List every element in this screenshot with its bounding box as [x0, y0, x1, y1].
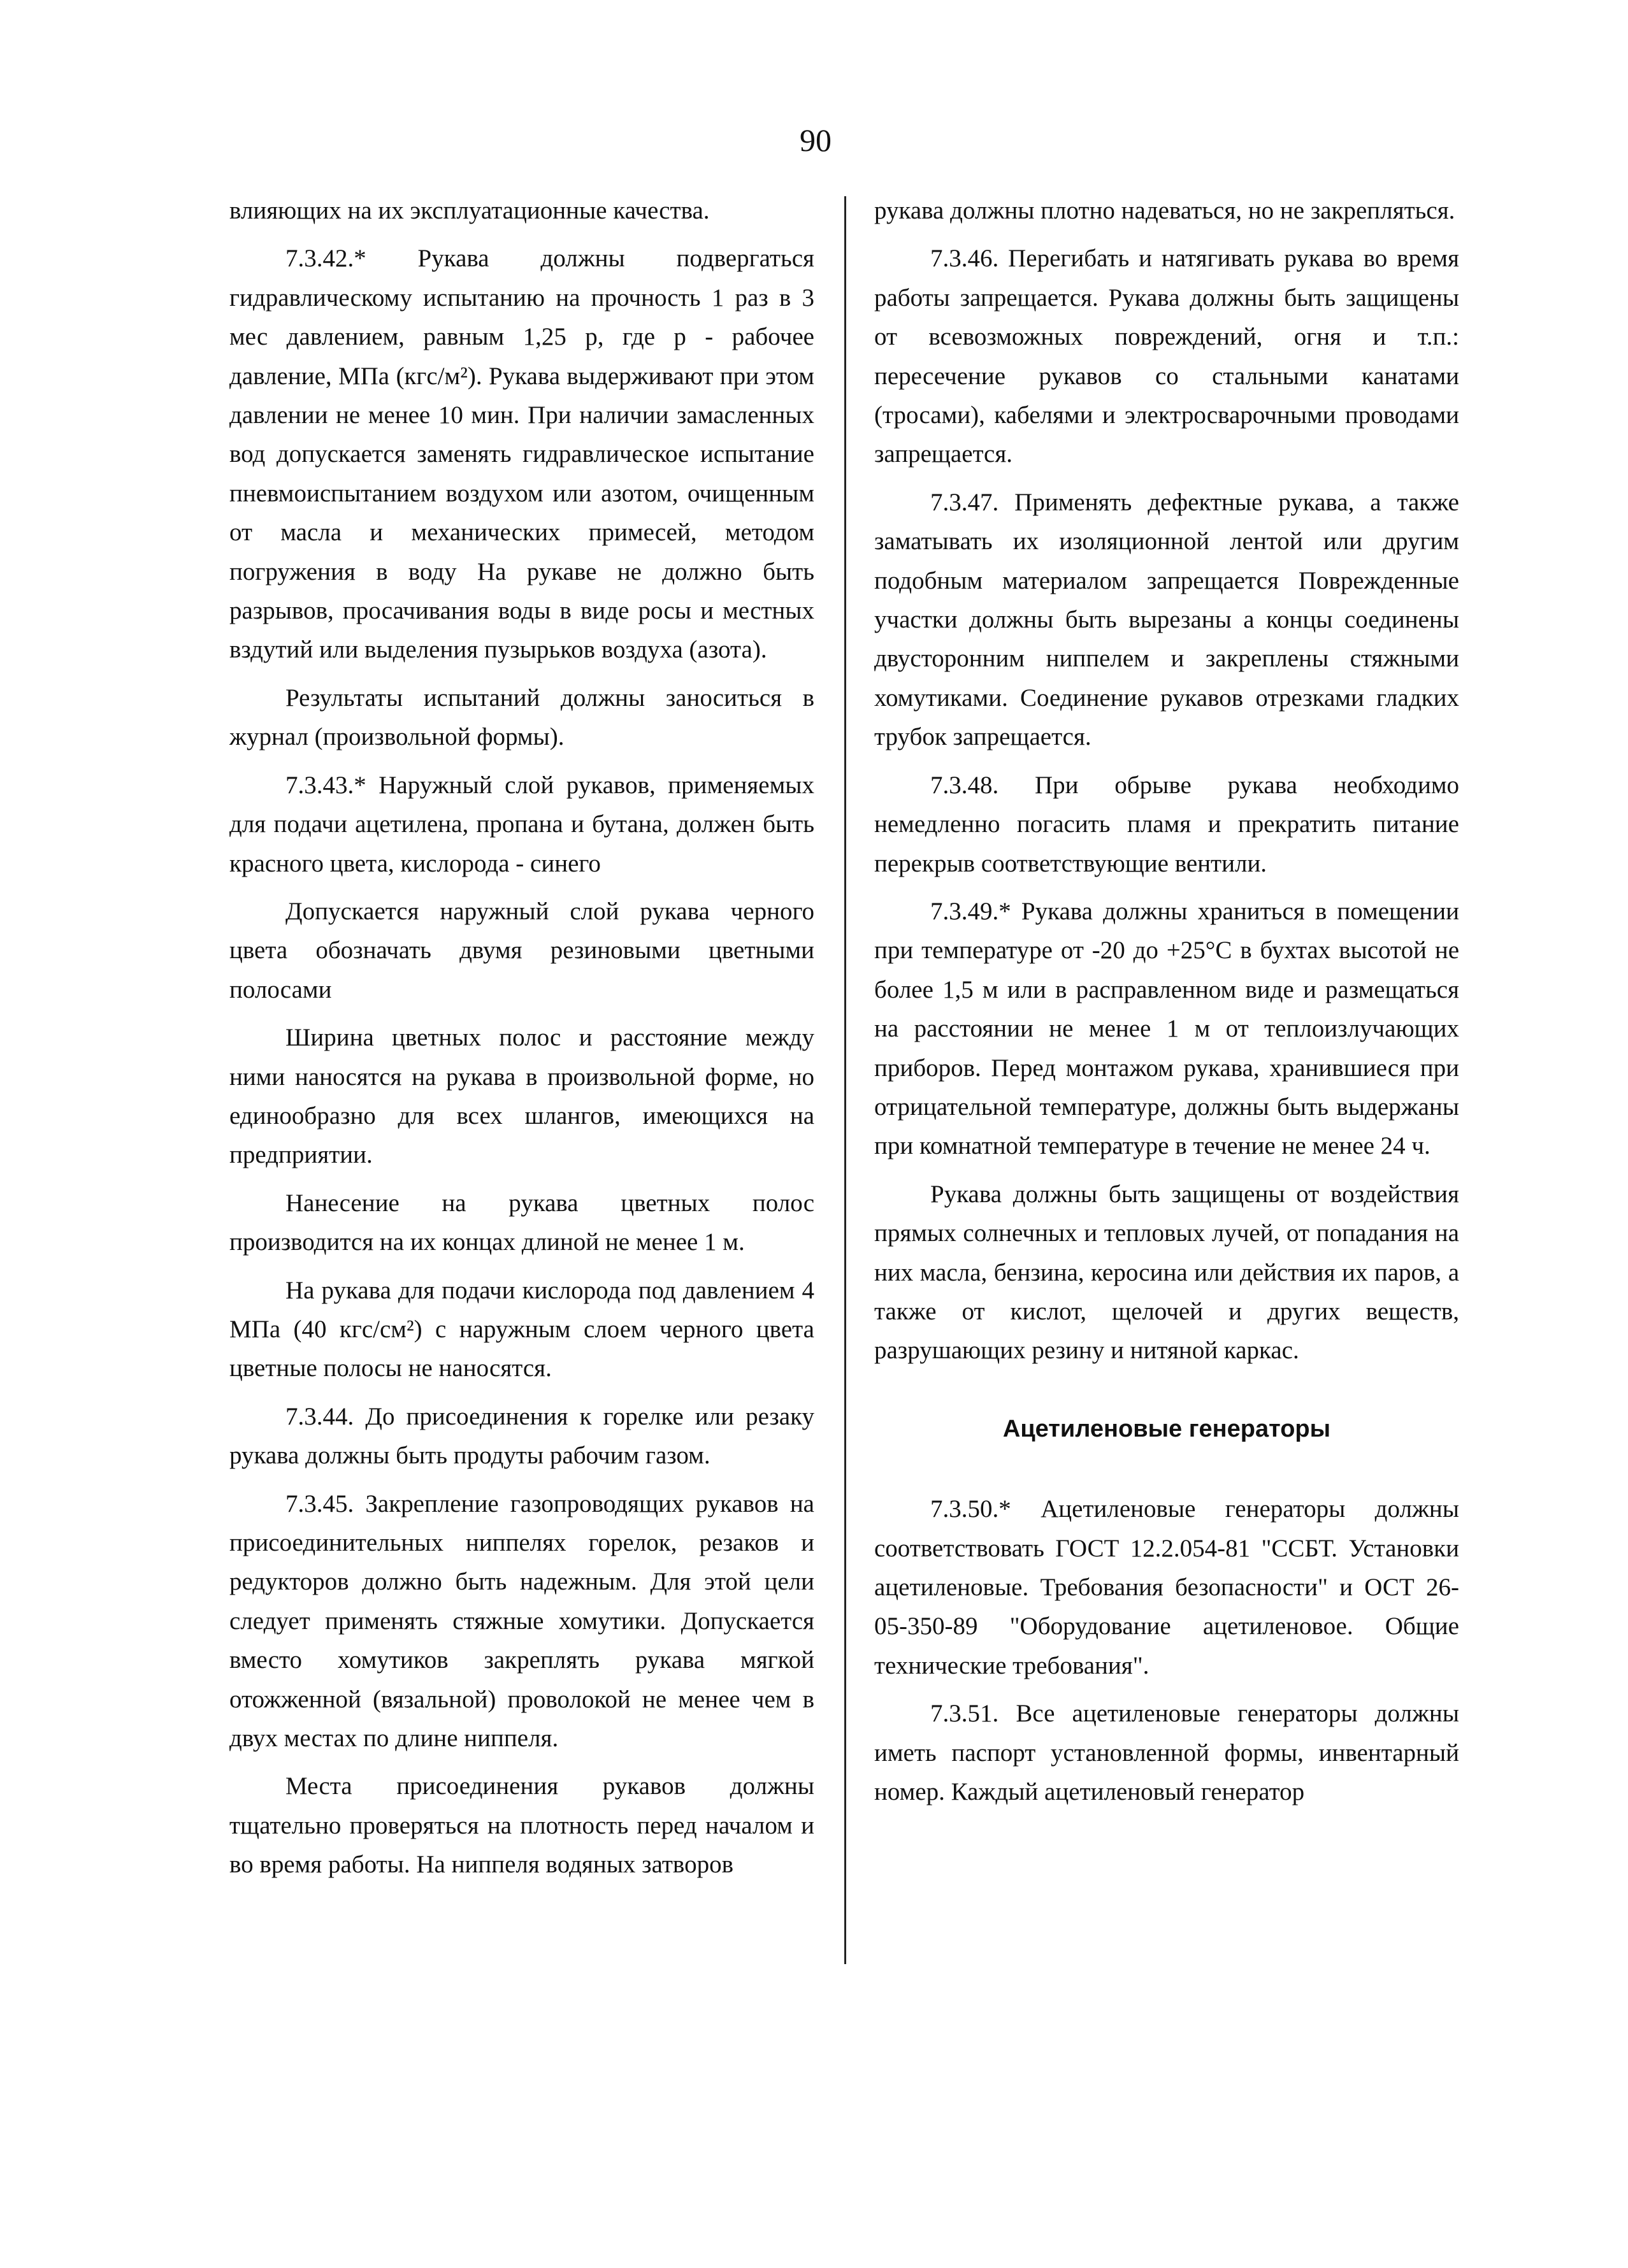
paragraph-7-3-48: 7.3.48. При обрыве рукава необходимо немедленно погасить пламя и прекратить питание перекрыв соответствующие вентили.	[874, 771, 1459, 877]
section-heading: Ацетиленовые генераторы	[1002, 1415, 1331, 1442]
column-divider	[844, 196, 846, 1964]
paragraph: Ширина цветных полос и расстояние между ними наносятся на рукава в произвольной форме, но единообразно для всех шлангов, имеющихся на предприятии.	[229, 1024, 814, 1169]
paragraph-7-3-46: 7.3.46. Перегибать и натягивать рукава во время работы запрещается. Рукава должны быть защищены от всевозможных повреждений, огня и т.п.: пересечение рукавов со стальными канатами (тросами), кабелями и электросварочными проводами запрещается.	[874, 245, 1459, 468]
paragraph: Рукава должны быть защищены от воздействия прямых солнечных и тепловых лучей, от попадания на них масла, бензина, керосина или действия их паров, а также от кислот, щелочей и других веществ, разрушающих резину и нитяной каркас.	[874, 1180, 1459, 1365]
paragraph-7-3-51: 7.3.51. Все ацетиленовые генераторы должны иметь паспорт установленной формы, инвентарный номер. Каждый ацетиленовый генератор	[874, 1700, 1459, 1806]
paragraph-7-3-44: 7.3.44. До присоединения к горелке или резаку рукава должны быть продуты рабочим газом.	[229, 1402, 814, 1470]
paragraph: Нанесение на рукава цветных полос производится на их концах длиной не менее 1 м.	[229, 1189, 814, 1256]
right-column	[874, 191, 1459, 1820]
paragraph: влияющих на их эксплуатационные качества.	[229, 197, 710, 224]
paragraph: Допускается наружный слой рукава черного цвета обозначать двумя резиновыми цветными полосами	[229, 897, 814, 1003]
paragraph-7-3-45: 7.3.45. Закрепление газопроводящих рукавов на присоединительных ниппелях горелок, резаков и редукторов должно быть надежным. Для этой цели следует применять стяжные хомутики. Допускается вместо хомутиков закреплять рукава мягкой отожженной (вязальной) проволокой не менее чем в двух местах по длине ниппеля.	[229, 1489, 814, 1753]
paragraph-7-3-42: 7.3.42.* Рукава должны подвергаться гидравлическому испытанию на прочность 1 раз в 3 мес давлением, равным 1,25 р, где р - рабочее давление, МПа (кгс/м²). Рукава выдерживают при этом давлении не менее 10 мин. При наличии замасленных вод допускается заменять гидравлическое испытание пневмоиспытанием воздухом или азотом, очищенным от масла и механических примесей, методом погружения в воду На рукаве не должно быть разрывов, просачивания воды в виде росы и местных вздутий или выделения пузырьков воздуха (азота).	[229, 245, 814, 664]
paragraph: Места присоединения рукавов должны тщательно проверяться на плотность перед началом и во время работы. На ниппеля водяных затворов	[229, 1772, 814, 1879]
paragraph: Результаты испытаний должны заноситься в журнал (произвольной формы).	[229, 684, 814, 751]
left-column	[229, 191, 814, 1893]
paragraph-7-3-49: 7.3.49.* Рукава должны храниться в помещении при температуре от -20 до +25°С в бухтах высотой не более 1,5 м или в расправленном виде и размещаться на расстоянии не менее 1 м от теплоизлучающих приборов. Перед монтажом рукава, хранившиеся при отрицательной температуре, должны быть выдержаны при комнатной температуре в течение не менее 24 ч.	[874, 897, 1459, 1160]
paragraph: рукава должны плотно надеваться, но не закрепляться.	[874, 197, 1455, 224]
paragraph-7-3-50: 7.3.50.* Ацетиленовые генераторы должны соответствовать ГОСТ 12.2.054-81 "ССБТ. Установки ацетиленовые. Требования безопасности" и ОСТ 26-05-350-89 "Оборудование ацетиленовое. Общие технические требования".	[874, 1495, 1459, 1679]
paragraph: На рукава для подачи кислорода под давлением 4 МПа (40 кгс/см²) с наружным слоем черного цвета цветные полосы не наносятся.	[229, 1276, 814, 1382]
paragraph-7-3-47: 7.3.47. Применять дефектные рукава, а также заматывать их изоляционной лентой или другим подобным материалом запрещается Поврежденные участки должны быть вырезаны а концы соединены двусторонним ниппелем и закреплены стяжными хомутиками. Соединение рукавов отрезками гладких трубок запрещается.	[874, 488, 1459, 751]
paragraph-7-3-43: 7.3.43.* Наружный слой рукавов, применяемых для подачи ацетилена, пропана и бутана, должен быть красного цвета, кислорода - синего	[229, 771, 814, 877]
page-number: 90	[800, 122, 832, 158]
